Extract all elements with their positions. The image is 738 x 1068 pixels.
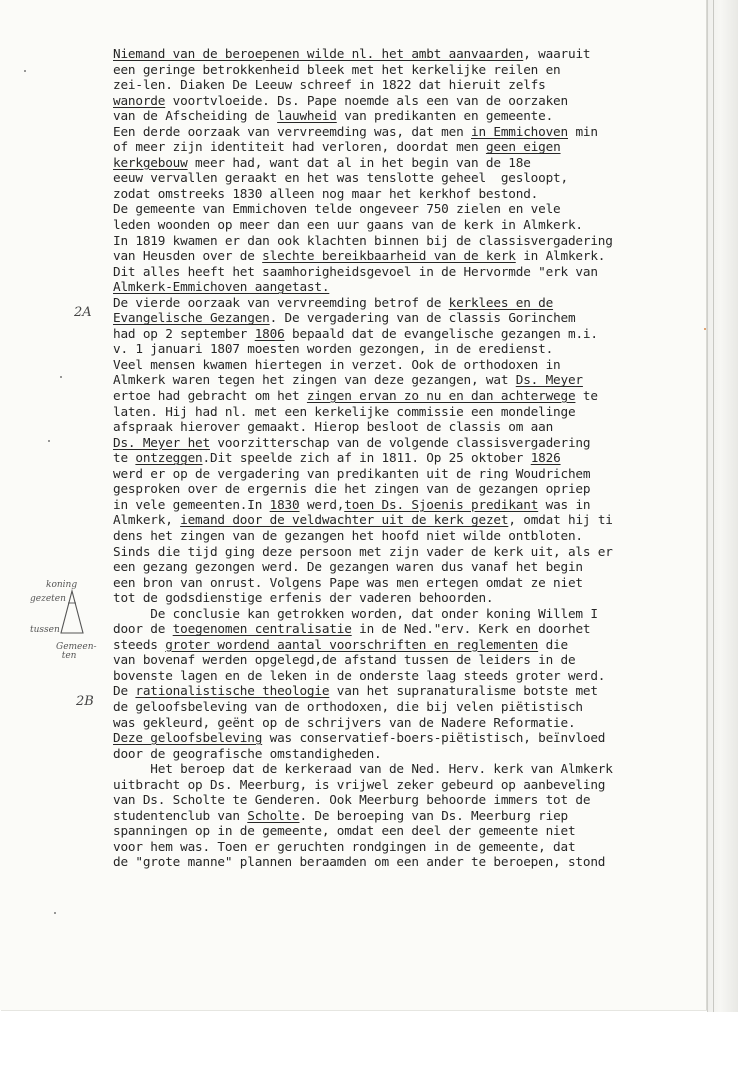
text-run: , waaruit — [523, 46, 591, 61]
text-line — [113, 46, 705, 62]
text-run: v. 1 januari 1807 moesten worden gezongen, in de eredienst. — [113, 341, 554, 357]
text-line — [113, 497, 705, 513]
page-binding-edge — [707, 0, 738, 1012]
text-run: van Ds. Scholte te Genderen. Ook Meerburg behoorde immers tot de — [113, 792, 591, 808]
text-line — [113, 839, 705, 855]
text-run: van het supranaturalisme botste met — [329, 683, 598, 699]
text-run: de geloofsbeleving van de orthodoxen, die bij velen piëtistisch — [113, 698, 583, 714]
text-run: van Heusden over de — [113, 248, 263, 264]
text-run: van predikanten en gemeente. — [336, 108, 554, 124]
text-line — [113, 139, 705, 155]
text-line — [113, 170, 705, 186]
text-run: in de Ned."erv. Kerk en doorhet — [351, 621, 591, 637]
text-line — [113, 124, 705, 140]
text-line — [113, 326, 705, 342]
text-line — [113, 435, 705, 451]
underlined-phrase: iemand door de veldwachter uit de kerk gezet — [180, 512, 509, 528]
text-line — [113, 62, 705, 78]
text-line — [113, 357, 705, 373]
text-run: Veel mensen kwamen hiertegen in verzet. Ook de orthodoxen in — [113, 356, 561, 372]
text-line — [113, 823, 705, 839]
text-run: . De vergadering van de classis Gorinchem — [269, 310, 576, 326]
text-run: studentenclub van — [113, 807, 248, 823]
text-line — [113, 295, 705, 311]
text-line — [113, 419, 705, 435]
text-line — [113, 761, 705, 777]
text-run: voor hem was. Toen er geruchten rondgingen in de gemeente, dat — [113, 838, 576, 854]
text-run: eeuw vervallen geraakt en het was tenslotte geheel gesloopt, — [113, 170, 568, 186]
text-run: Het beroep dat de kerkeraad van de Ned. Herv. kerk van Almkerk — [113, 761, 613, 777]
scan-speck — [24, 70, 26, 72]
triangle-label-left: tussen — [30, 625, 60, 635]
text-line — [113, 466, 705, 482]
text-line — [113, 559, 705, 575]
text-line — [113, 201, 705, 217]
underlined-phrase: kerkgebouw — [113, 154, 188, 170]
text-line — [113, 668, 705, 684]
text-run: was conservatief-boers-piëtistisch, beïnvloed — [262, 730, 606, 746]
text-line — [113, 715, 705, 731]
text-line — [113, 481, 705, 497]
text-line — [113, 637, 705, 653]
hierarchy-triangle-sketch — [30, 575, 97, 661]
text-run: door de geografische omstandigheden. — [113, 745, 382, 761]
underlined-phrase: Ds. Meyer — [515, 372, 583, 388]
text-run: In 1819 kwamen er dan ook klachten binnen bij de classisvergadering — [113, 232, 613, 248]
text-run: De conclusie kan getrokken worden, dat onder koning Willem I — [113, 605, 598, 621]
typewritten-text-body — [113, 46, 705, 870]
margin-note-2b: 2B — [76, 694, 94, 709]
underlined-phrase: ontzeggen — [135, 450, 203, 466]
text-run: voortvloeide. Ds. Pape noemde als een van de oorzaken — [165, 92, 568, 108]
underlined-phrase: toegenomen centralisatie — [172, 621, 352, 637]
text-run: meer had, want dat al in het begin van de 18e — [187, 154, 531, 170]
underlined-phrase: Deze geloofsbeleving — [113, 730, 263, 746]
text-run: in Almkerk. — [515, 248, 606, 264]
text-line — [113, 854, 705, 870]
text-line — [113, 186, 705, 202]
text-run: tot de godsdienstige erfenis der vaderen behoorden. — [113, 590, 494, 606]
underlined-phrase: groter wordend aantal voorschriften en reglementen — [165, 636, 539, 652]
text-run: de "grote manne" plannen beraamden om een ander te beroepen, stond — [113, 854, 606, 870]
text-line — [113, 683, 705, 699]
text-line — [113, 590, 705, 606]
text-run: een bron van onrust. Volgens Pape was men ertegen omdat ze niet — [113, 574, 583, 590]
triangle-label-mid: gezeten — [30, 594, 66, 604]
text-run: Een derde oorzaak van vervreemding was, dat men — [113, 123, 472, 139]
text-line — [113, 93, 705, 109]
text-run: . De beroeping van Ds. Meerburg riep — [299, 807, 568, 823]
text-line — [113, 388, 705, 404]
underlined-phrase: kerklees en de — [448, 294, 554, 310]
scan-speck — [54, 912, 56, 914]
text-run: door de — [113, 621, 173, 637]
underlined-phrase: Ds. Meyer het — [113, 434, 210, 450]
underlined-phrase: 1806 — [254, 325, 285, 341]
underlined-phrase: 1826 — [530, 450, 561, 466]
text-run: zei-len. Diaken De Leeuw schreef in 1822 dat hieruit zelfs — [113, 77, 546, 93]
text-line — [113, 404, 705, 420]
text-run: te — [113, 450, 136, 466]
underlined-phrase: lauwheid — [277, 108, 337, 124]
text-run: bepaald dat de evangelische gezangen m.i. — [284, 325, 598, 341]
text-run: in vele gemeenten.In — [113, 496, 270, 512]
triangle-label-top: koning — [46, 580, 78, 590]
text-run: van bovenaf werden opgelegd,de afstand tussen de leiders in de — [113, 652, 576, 668]
underlined-phrase: toen Ds. Sjoenis predikant — [344, 496, 539, 512]
text-run: Sinds die tijd ging deze persoon met zijn vader de kerk uit, als er — [113, 543, 613, 559]
text-line — [113, 108, 705, 124]
underlined-phrase: slechte bereikbaarheid van de kerk — [262, 248, 516, 264]
underlined-phrase: zingen ervan zo nu en dan achterwege — [306, 388, 576, 404]
text-run: werd er op de vergadering van predikanten uit de ring Woudrichem — [113, 465, 591, 481]
text-line — [113, 217, 705, 233]
text-line — [113, 512, 705, 528]
text-run: De — [113, 683, 136, 699]
text-line — [113, 808, 705, 824]
text-line — [113, 746, 705, 762]
text-run: was gekleurd, geënt op de schrijvers van de Nadere Reformatie. — [113, 714, 576, 730]
text-run: leden woonden op meer dan een uur gaans van de kerk in Almkerk. — [113, 217, 583, 233]
text-run: gesproken over de ergernis die het zingen van de gezangen opriep — [113, 481, 591, 497]
text-line — [113, 264, 705, 280]
text-line — [113, 450, 705, 466]
text-run: had op 2 september — [113, 325, 255, 341]
text-run: .Dit speelde zich af in 1811. Op 25 oktober — [202, 450, 531, 466]
text-line — [113, 77, 705, 93]
text-line — [113, 777, 705, 793]
text-line — [113, 341, 705, 357]
text-run: afspraak hierover gemaakt. Hierop besloot de classis om aan — [113, 419, 554, 435]
underlined-phrase: in Emmichoven — [471, 123, 568, 139]
text-line — [113, 248, 705, 264]
text-run: zodat omstreeks 1830 alleen nog maar het kerkhof bestond. — [113, 185, 539, 201]
text-run: was in — [538, 496, 591, 512]
underlined-phrase: Scholte — [247, 807, 300, 823]
text-line — [113, 372, 705, 388]
text-run: dens het zingen van de gezangen het hoofd niet wilde ontbloten. — [113, 527, 583, 543]
text-run: De vierde oorzaak van vervreemding betrof de — [113, 294, 449, 310]
text-run: min — [567, 123, 598, 139]
underlined-phrase: wanorde — [113, 92, 166, 108]
text-run: steeds — [113, 636, 166, 652]
text-line — [113, 155, 705, 171]
text-run: een gezang gezongen werd. De gezangen waren dus vanaf het begin — [113, 559, 583, 575]
text-line — [113, 528, 705, 544]
scan-speck — [60, 376, 62, 378]
text-run: uitbracht op Ds. Meerburg, is vrijwel zeker gebeurd op aanbeveling — [113, 776, 606, 792]
text-line — [113, 310, 705, 326]
underlined-phrase: geen eigen — [485, 139, 561, 155]
text-run: voorzitterschap van de volgende classisvergadering — [209, 434, 591, 450]
text-run: die — [538, 636, 568, 652]
text-run: De gemeente van Emmichoven telde ongeveer 750 zielen en vele — [113, 201, 561, 217]
text-line — [113, 575, 705, 591]
underlined-phrase: 1830 — [269, 496, 300, 512]
text-line — [113, 699, 705, 715]
text-line — [113, 730, 705, 746]
text-line — [113, 792, 705, 808]
text-run: ertoe had gebracht om het — [113, 388, 307, 404]
text-run: Almkerk, — [113, 512, 181, 528]
underlined-phrase: Evangelische Gezangen — [113, 310, 270, 326]
triangle-icon — [58, 589, 86, 637]
text-line — [113, 621, 705, 637]
underlined-phrase: Niemand van de beroepenen wilde nl. het ambt aanvaarden — [113, 46, 524, 61]
text-run: een geringe betrokkenheid bleek met het kerkelijke reilen en — [113, 61, 561, 77]
text-line — [113, 544, 705, 560]
scan-speck — [48, 440, 50, 442]
underlined-phrase: Almkerk-Emmichoven aangetast. — [113, 279, 330, 295]
text-run: Almkerk waren tegen het zingen van deze gezangen, wat — [113, 372, 516, 388]
underlined-phrase: rationalistische theologie — [135, 683, 330, 699]
text-run: of meer zijn identiteit had verloren, doordat men — [113, 139, 486, 155]
text-run: spanningen op in de gemeente, omdat een deel der gemeente niet — [113, 823, 576, 839]
text-run: , omdat hij ti — [508, 512, 613, 528]
text-run: Dit alles heeft het saamhorigheidsgevoel in de Hervormde "erk van — [113, 263, 598, 279]
margin-note-2a: 2A — [74, 305, 92, 320]
text-line — [113, 606, 705, 622]
text-run: laten. Hij had nl. met een kerkelijke commissie een mondelinge — [113, 403, 576, 419]
scan-speck — [704, 328, 706, 330]
text-line — [113, 279, 705, 295]
text-run: van de Afscheiding de — [113, 108, 278, 124]
text-line — [113, 652, 705, 668]
text-line — [113, 233, 705, 249]
binding-divider — [713, 0, 714, 1012]
text-run: bovenste lagen en de leken in de onderste laag steeds groter werd. — [113, 667, 606, 683]
text-run: te — [575, 388, 598, 404]
text-run: werd, — [299, 496, 345, 512]
triangle-label-bottom: Gemeen- ten — [56, 642, 97, 661]
